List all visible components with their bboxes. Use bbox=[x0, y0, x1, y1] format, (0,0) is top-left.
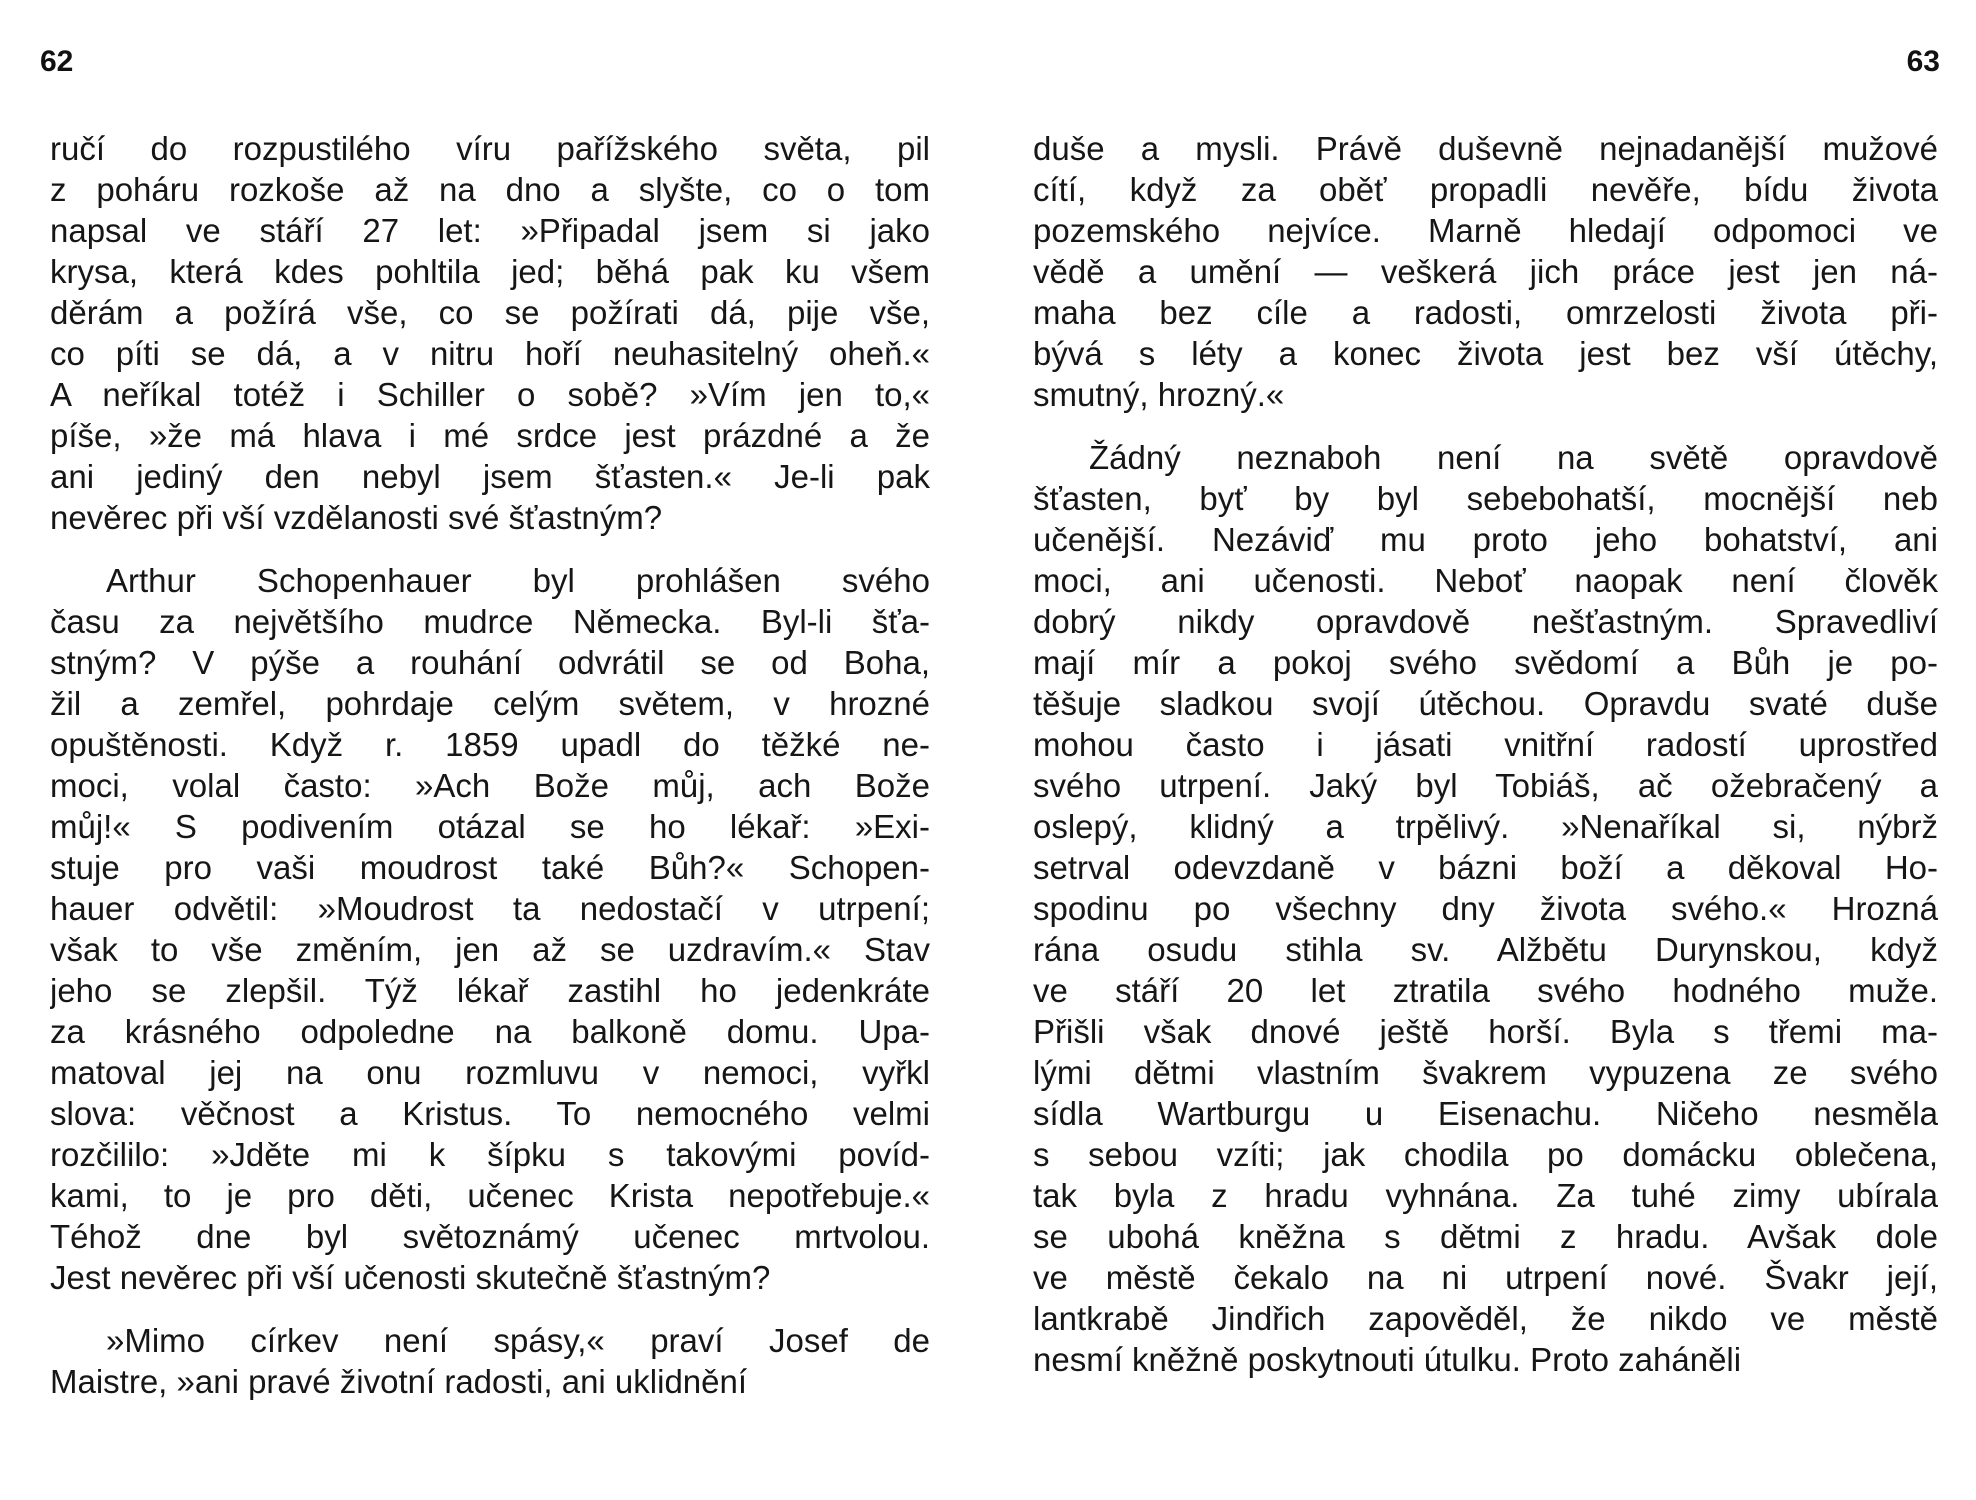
text-line: nevěrec při vší vzdělanosti své šťastným? bbox=[50, 499, 663, 536]
text-line: co píti se dá, a v nitru hoří neuhasitelný oheň.« bbox=[50, 335, 930, 372]
text-line: setrval odevzdaně v bázni boží a děkoval Ho- bbox=[1033, 849, 1938, 886]
paragraph-gap bbox=[50, 538, 930, 560]
text-line: napsal ve stáří 27 let: »Připadal jsem si jako bbox=[50, 212, 930, 249]
text-line: mohou často i jásati vnitřní radostí uprostřed bbox=[1033, 726, 1938, 763]
text-line: smutný, hrozný.« bbox=[1033, 376, 1285, 413]
left-page-text bbox=[50, 128, 930, 1402]
text-line: děrám a požírá vše, co se požírati dá, pije vše, bbox=[50, 294, 930, 331]
text-line: tak byla z hradu vyhnána. Za tuhé zimy ubírala bbox=[1033, 1177, 1938, 1214]
text-line: sídla Wartburgu u Eisenachu. Ničeho nesměla bbox=[1033, 1095, 1938, 1132]
text-line: ve městě čekalo na ni utrpení nové. Švakr její, bbox=[1033, 1259, 1938, 1296]
text-line: bývá s léty a konec života jest bez vší útěchy, bbox=[1033, 335, 1938, 372]
right-page bbox=[988, 0, 1976, 1500]
text-line: šťasten, byť by byl sebebohatší, mocnější neb bbox=[1033, 480, 1938, 517]
text-line: učenější. Nezáviď mu proto jeho bohatství, ani bbox=[1033, 521, 1938, 558]
text-line: rána osudu stihla sv. Alžbětu Durynskou, když bbox=[1033, 931, 1938, 968]
text-line: vědě a umění — veškerá jich práce jest jen ná- bbox=[1033, 253, 1938, 290]
text-line: matoval jej na onu rozmluvu v nemoci, vyřkl bbox=[50, 1054, 930, 1091]
text-line: Maistre, »ani pravé životní radosti, ani uklidnění bbox=[50, 1363, 748, 1400]
text-line: Arthur Schopenhauer byl prohlášen svého bbox=[106, 562, 930, 599]
paragraph bbox=[1033, 128, 1938, 415]
text-line: Žádný neznaboh není na světě opravdově bbox=[1089, 439, 1938, 476]
page-number: 62 bbox=[40, 45, 74, 78]
text-line: stuje pro vaši moudrost také Bůh?« Schopen- bbox=[50, 849, 930, 886]
text-line: »Mimo církev není spásy,« praví Josef de bbox=[106, 1322, 930, 1359]
text-line: lantkrabě Jindřich zapověděl, že nikdo ve městě bbox=[1033, 1300, 1938, 1337]
text-line: se ubohá kněžna s dětmi z hradu. Avšak dole bbox=[1033, 1218, 1938, 1255]
text-line: hauer odvětil: »Moudrost ta nedostačí v utrpení; bbox=[50, 890, 930, 927]
text-line: oslepý, klidný a trpělivý. »Nenaříkal si, nýbrž bbox=[1033, 808, 1938, 845]
text-line: svého utrpení. Jaký byl Tobiáš, ač ožebračený a bbox=[1033, 767, 1938, 804]
text-line: nesmí kněžně poskytnouti útulku. Proto zaháněli bbox=[1033, 1341, 1742, 1378]
text-line: slova: věčnost a Kristus. To nemocného velmi bbox=[50, 1095, 930, 1132]
paragraph bbox=[1033, 437, 1938, 1380]
paragraph bbox=[50, 128, 930, 538]
text-line: s sebou vzíti; jak chodila po domácku oblečena, bbox=[1033, 1136, 1938, 1173]
text-line: mají mír a pokoj svého svědomí a Bůh je po- bbox=[1033, 644, 1938, 681]
text-line: rozčililo: »Jděte mi k šípku s takovými povíd- bbox=[50, 1136, 930, 1173]
paragraph-gap bbox=[50, 1298, 930, 1320]
text-line: krysa, která kdes pohltila jed; běhá pak ku všem bbox=[50, 253, 930, 290]
text-line: píše, »že má hlava i mé srdce jest prázdné a že bbox=[50, 417, 930, 454]
text-line: ručí do rozpustilého víru pařížského světa, pil bbox=[50, 130, 930, 167]
text-line: můj!« S podivením otázal se ho lékař: »Exi- bbox=[50, 808, 930, 845]
text-line: stným? V pýše a rouhání odvrátil se od Boha, bbox=[50, 644, 930, 681]
paragraph bbox=[50, 560, 930, 1298]
page-number: 63 bbox=[1906, 45, 1940, 78]
text-line: ve stáří 20 let ztratila svého hodného muže. bbox=[1033, 972, 1938, 1009]
text-line: kami, to je pro děti, učenec Krista nepotřebuje.« bbox=[50, 1177, 930, 1214]
text-line: žil a zemřel, pohrdaje celým světem, v hrozné bbox=[50, 685, 930, 722]
text-line: dobrý nikdy opravdově nešťastným. Spravedliví bbox=[1033, 603, 1938, 640]
text-line: času za největšího mudrce Německa. Byl-li šťa- bbox=[50, 603, 930, 640]
text-line: opuštěnosti. Když r. 1859 upadl do těžké ne- bbox=[50, 726, 930, 763]
text-line: cítí, když za oběť propadli nevěře, bídu života bbox=[1033, 171, 1938, 208]
text-line: z poháru rozkoše až na dno a slyšte, co o tom bbox=[50, 171, 930, 208]
text-line: lými dětmi vlastním švakrem vypuzena ze svého bbox=[1033, 1054, 1938, 1091]
paragraph bbox=[50, 1320, 930, 1402]
right-page-text bbox=[1033, 128, 1938, 1380]
text-line: těšuje sladkou svojí útěchou. Opravdu svaté duše bbox=[1033, 685, 1938, 722]
text-line: jeho se zlepšil. Týž lékař zastihl ho jedenkráte bbox=[50, 972, 930, 1009]
text-line: moci, volal často: »Ach Bože můj, ach Bože bbox=[50, 767, 930, 804]
text-line: Jest nevěrec při vší učenosti skutečně šťastným? bbox=[50, 1259, 771, 1296]
text-line: pozemského nejvíce. Marně hledají odpomoci ve bbox=[1033, 212, 1938, 249]
text-line: za krásného odpoledne na balkoně domu. Upa- bbox=[50, 1013, 930, 1050]
text-line: moci, ani učenosti. Neboť naopak není člověk bbox=[1033, 562, 1938, 599]
text-line: duše a mysli. Právě duševně nejnadanější mužové bbox=[1033, 130, 1938, 167]
text-line: ani jediný den nebyl jsem šťasten.« Je-li pak bbox=[50, 458, 930, 495]
paragraph-gap bbox=[1033, 415, 1938, 437]
text-line: spodinu po všechny dny života svého.« Hrozná bbox=[1033, 890, 1938, 927]
text-line: A neříkal totéž i Schiller o sobě? »Vím jen to,« bbox=[50, 376, 930, 413]
text-line: však to vše změním, jen až se uzdravím.« Stav bbox=[50, 931, 930, 968]
text-line: Přišli však dnové ještě horší. Byla s třemi ma- bbox=[1033, 1013, 1938, 1050]
text-line: maha bez cíle a radosti, omrzelosti života při- bbox=[1033, 294, 1938, 331]
text-line: Téhož dne byl světoznámý učenec mrtvolou. bbox=[50, 1218, 930, 1255]
